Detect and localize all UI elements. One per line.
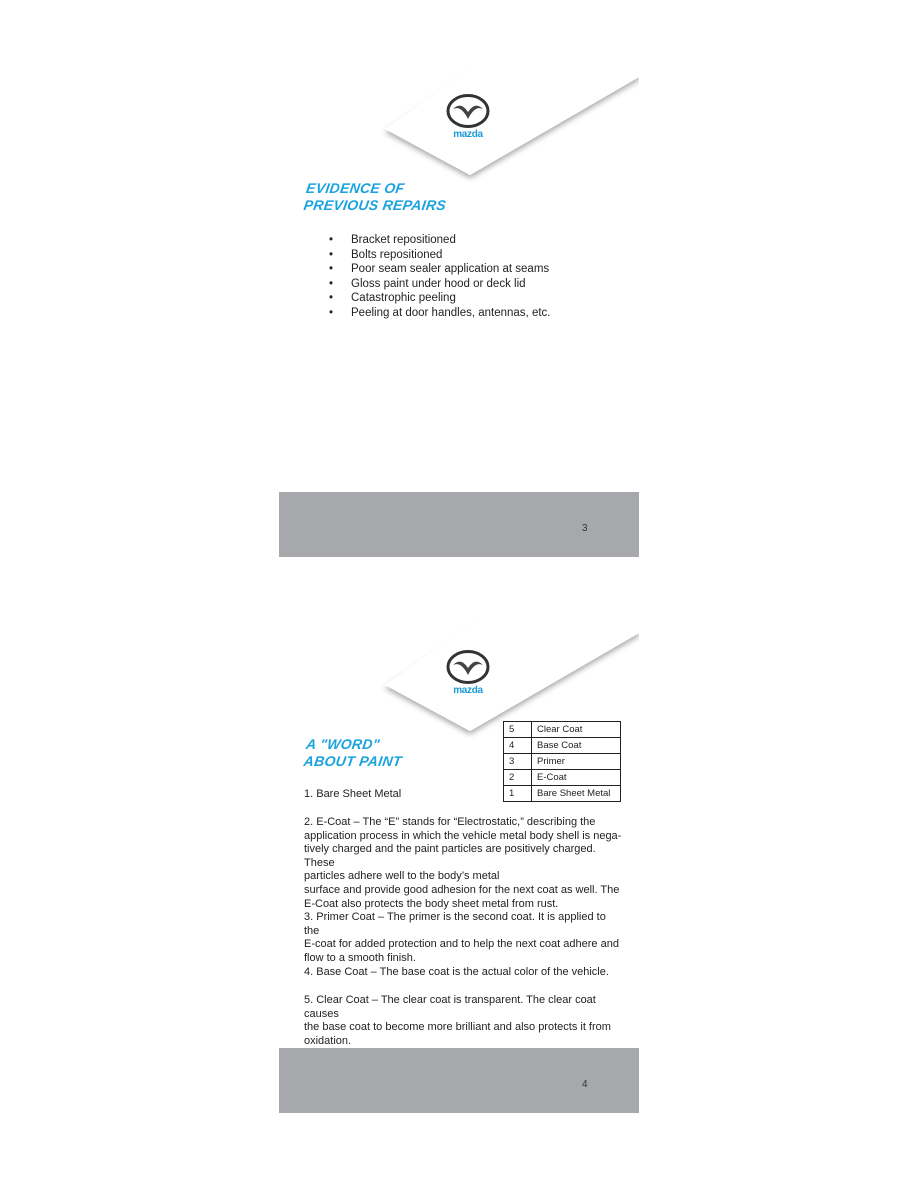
mazda-logo: mazda (443, 93, 493, 140)
table-row: 1 Bare Sheet Metal (504, 786, 621, 802)
page-footer (279, 492, 639, 557)
table-row: 4 Base Coat (504, 738, 621, 754)
mazda-emblem-icon (445, 93, 491, 129)
table-row: 5 Clear Coat (504, 722, 621, 738)
page-3 (279, 45, 639, 557)
mazda-emblem-icon (445, 649, 491, 685)
paragraph: 2. E-Coat – The “E” stands for “Electrostatic,” describing the application process in which the vehicle metal body shell is nega- tively charged and the paint particles are positively charged. These particles adhere well to the body’s metal surface and provide good adhesion for the next coat as well. The E-Coat also protects the body sheet metal from rust. (304, 816, 622, 910)
page-4 (279, 601, 639, 1113)
page-number: 4 (582, 1079, 588, 1090)
list-item: • Bracket repositioned (329, 233, 550, 248)
bullet-list (329, 233, 550, 321)
list-item: • Bolts repositioned (329, 248, 550, 263)
list-item: • Poor seam sealer application at seams (329, 262, 550, 277)
paragraph: 1. Bare Sheet Metal (304, 788, 402, 800)
page-footer (279, 1048, 639, 1113)
paragraph: 3. Primer Coat – The primer is the second coat. It is applied to the E-coat for added protection and to help the next coat adhere and flow to a smooth finish. (304, 911, 619, 964)
mazda-logo: mazda (443, 649, 493, 696)
paragraph: 4. Base Coat – The base coat is the actual color of the vehicle. (304, 966, 609, 978)
table-row: 3 Primer (504, 754, 621, 770)
list-item: • Catastrophic peeling (329, 291, 550, 306)
paragraph: 5. Clear Coat – The clear coat is transparent. The clear coat causes the base coat to become more brilliant and also protects it from oxidation. (304, 994, 611, 1047)
table-row: 2 E-Coat (504, 770, 621, 786)
list-item: • Gloss paint under hood or deck lid (329, 277, 550, 292)
list-item: • Peeling at door handles, antennas, etc. (329, 306, 550, 321)
page-number: 3 (582, 523, 588, 534)
page-title: EVIDENCE OF PREVIOUS REPAIRS (302, 180, 448, 213)
page-title: A "WORD" ABOUT PAINT (302, 736, 403, 769)
